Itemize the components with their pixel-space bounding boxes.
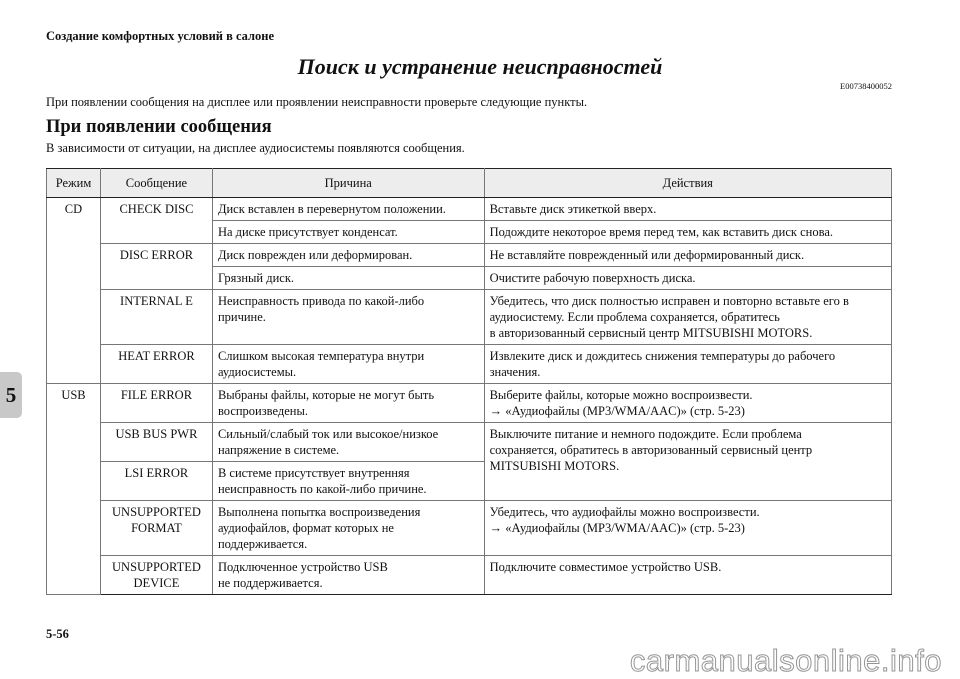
- running-header: Создание комфортных условий в салоне: [46, 29, 275, 43]
- header-action: Действия: [484, 169, 891, 198]
- cause-cell: Диск вставлен в перевернутом положении.: [212, 198, 484, 221]
- table-row: [47, 290, 892, 345]
- message-cell: HEAT ERROR: [100, 345, 212, 384]
- cause-cell: В системе присутствует внутренняя неисправность по какой-либо причине.: [212, 462, 484, 501]
- page-number: 5-56: [46, 627, 69, 641]
- action-cell: Не вставляйте поврежденный или деформированный диск.: [484, 244, 891, 267]
- message-cell: FILE ERROR: [100, 384, 212, 423]
- action-cell: Выключите питание и немного подождите. Если проблема сохраняется, обратитесь в авторизованный сервисный центр MITSUBISHI MOTORS.: [484, 423, 891, 501]
- header-cause: Причина: [212, 169, 484, 198]
- page-title: Поиск и устранение неисправностей: [297, 54, 663, 79]
- action-cell: Выберите файлы, которые можно воспроизвести. → «Аудиофайлы (MP3/WMA/AAC)» (стр. 5-23): [484, 384, 891, 423]
- action-cell: Убедитесь, что диск полностью исправен и повторно вставьте его в аудиосистему. Если проблема сохраняется, обратитесь в авторизованный сервисный центр MITSUBISHI MOTORS.: [484, 290, 891, 345]
- section-text: В зависимости от ситуации, на дисплее аудиосистемы появляются сообщения.: [46, 141, 465, 155]
- cause-cell: Подключенное устройство USB не поддерживается.: [212, 556, 484, 595]
- cause-cell: На диске присутствует конденсат.: [212, 221, 484, 244]
- action-cell: Вставьте диск этикеткой вверх.: [484, 198, 891, 221]
- action-cell: Подключите совместимое устройство USB.: [484, 556, 891, 595]
- cause-cell: Слишком высокая температура внутри аудиосистемы.: [212, 345, 484, 384]
- message-cell: USB BUS PWR: [100, 423, 212, 462]
- document-code: E00738400052: [840, 81, 892, 91]
- cause-cell: Диск поврежден или деформирован.: [212, 244, 484, 267]
- cause-cell: Неисправность привода по какой-либо причине.: [212, 290, 484, 345]
- table-header-row: [47, 169, 892, 198]
- troubleshooting-table: [46, 168, 892, 595]
- table-row: [47, 345, 892, 384]
- message-cell: CHECK DISC: [100, 198, 212, 244]
- table-row: [47, 244, 892, 267]
- table-row: [47, 556, 892, 595]
- message-cell: INTERNAL E: [100, 290, 212, 345]
- chapter-tab: 5: [0, 372, 22, 418]
- mode-cell-cd: CD: [47, 198, 101, 384]
- cause-cell: Грязный диск.: [212, 267, 484, 290]
- action-cell: Убедитесь, что аудиофайлы можно воспроизвести. → «Аудиофайлы (MP3/WMA/AAC)» (стр. 5-23): [484, 501, 891, 556]
- table-row: [47, 423, 892, 462]
- action-cell: Извлеките диск и дождитесь снижения температуры до рабочего значения.: [484, 345, 891, 384]
- message-cell: UNSUPPORTED DEVICE: [100, 556, 212, 595]
- section-title: При появлении сообщения: [46, 117, 272, 137]
- intro-text: При появлении сообщения на дисплее или проявлении неисправности проверьте следующие пункты.: [46, 95, 588, 109]
- header-mode: Режим: [47, 169, 101, 198]
- message-cell: LSI ERROR: [100, 462, 212, 501]
- action-cell: Подождите некоторое время перед тем, как вставить диск снова.: [484, 221, 891, 244]
- message-cell: UNSUPPORTED FORMAT: [100, 501, 212, 556]
- table-row: [47, 501, 892, 556]
- table-row: [47, 198, 892, 221]
- action-cell: Очистите рабочую поверхность диска.: [484, 267, 891, 290]
- cause-cell: Сильный/слабый ток или высокое/низкое напряжение в системе.: [212, 423, 484, 462]
- mode-cell-usb: USB: [47, 384, 101, 595]
- cause-cell: Выполнена попытка воспроизведения аудиофайлов, формат которых не поддерживается.: [212, 501, 484, 556]
- table-row: [47, 384, 892, 423]
- header-message: Сообщение: [100, 169, 212, 198]
- message-cell: DISC ERROR: [100, 244, 212, 290]
- cause-cell: Выбраны файлы, которые не могут быть воспроизведены.: [212, 384, 484, 423]
- watermark: carmanualsonline.info: [629, 643, 942, 678]
